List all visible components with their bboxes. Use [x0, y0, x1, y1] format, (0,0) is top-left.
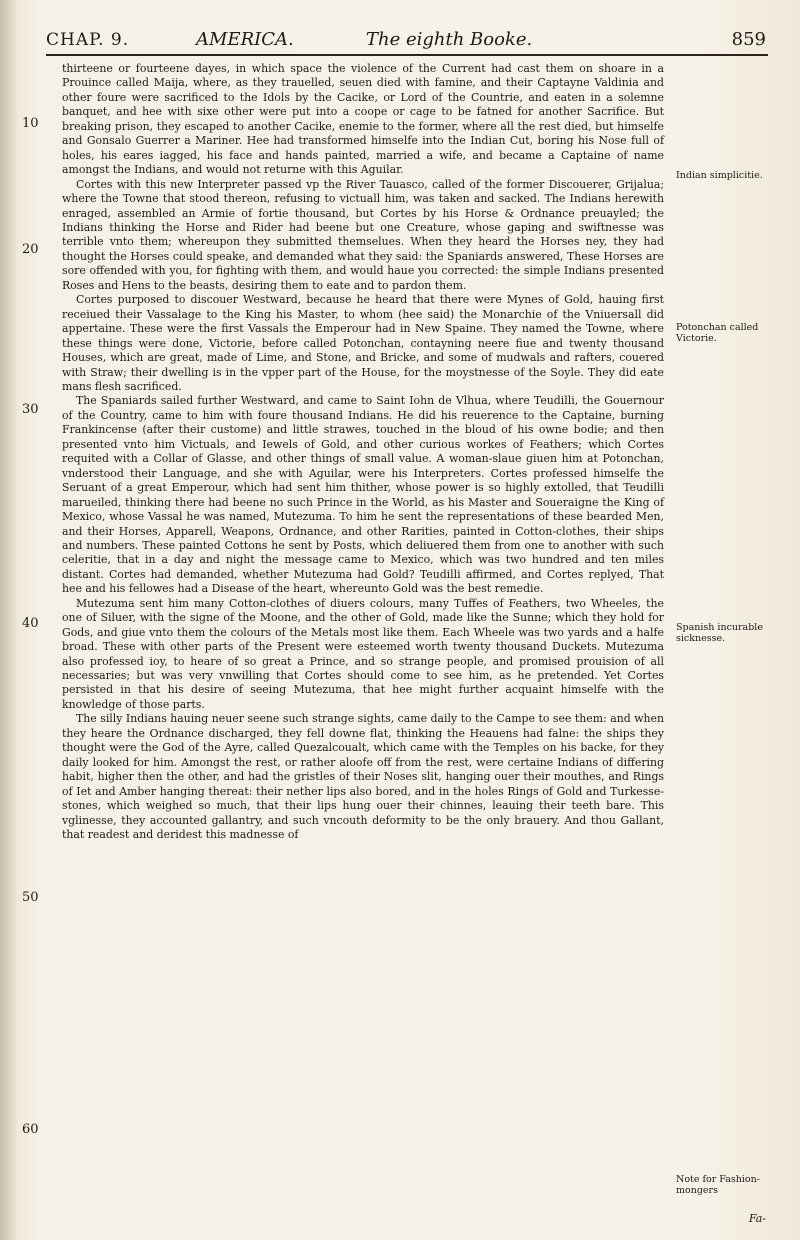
paragraph: The Spaniards sailed further Westward, and came to Saint Iohn de Vlhua, where Teudilli, the Gouernour of the Country, came to him with foure thousand Indians. He did his reuerence to the Captaine, burning Frankincense (after their custome) and little strawes, touched in the bloud of his owne bodie; and then presented vnto him Victuals, and Iewels of Gold, and other curious workes of Feathers; which Cortes requited with a Collar of Glasse, and other things of small value. A woman-slaue giuen him at Potonchan, vnderstood their Language, and she with Aguilar, were his Interpreters. Cortes professed himselfe the Seruant of a great Emperour, which had sent him thither, whose power is so highly extolled, that Teudilli marueiled, thinking there had beene no such Prince in the World, as his Master and Soueraigne the King of Mexico, whose Vassal he was named, Mutezuma. To him he sent the representations of these bearded Men, and their Horses, Apparell, Weapons, Ordnance, and other Rarities, painted in Cotton-clothes, their ships and numbers. These painted Cottons he sent by Posts, which deliuered them from one to another with such celeritie, that in a day and night the message came to Mexico, which was two hundred and ten miles distant. Cortes had demanded, whether Mutezuma had Gold? Teudilli affirmed, and Cortes replyed, That hee and his fellowes had a Disease of the heart, whereunto Gold was the best remedie. — [62, 394, 664, 596]
body-text — [62, 62, 664, 1222]
book-title: The eighth Booke. — [366, 29, 533, 50]
margin-note: Indian simplicitie. — [676, 170, 763, 181]
catchword: Fa- — [748, 1212, 766, 1225]
gutter-shadow — [0, 0, 18, 1240]
line-number: 40 — [22, 616, 39, 631]
margin-note: Spanish incurable sicknesse. — [676, 622, 763, 644]
margin-note: Note for Fashion-mongers — [676, 1174, 760, 1196]
paragraph: The silly Indians hauing neuer seene such strange sights, came daily to the Campe to see them: and when they heare the Ordnance discharged, they fell downe flat, thinking the Heauens had falne: the ships they thought were the God of the Ayre, called Quezalcoualt, which came with the Temples on his backe, for they daily looked for him. Amongst the rest, or rather aloofe off from the rest, were certaine Indians of differing habit, higher then the other, and had the gristles of their Noses slit, hanging ouer their mouthes, and Rings of Iet and Amber hanging thereat: their nether lips also bored, and in the holes Rings of Gold and Turkesse-stones, which weighed so much, that their lips hung ouer their chinnes, leauing their teeth bare. This vglinesse, they accounted gallantry, and such vncouth deformity to be the only brauery. And thou Gallant, that readest and deridest this madnesse of — [62, 712, 664, 842]
line-number: 10 — [22, 116, 39, 131]
page-number: 859 — [731, 29, 766, 50]
line-number: 60 — [22, 1122, 39, 1137]
paragraph: Cortes purposed to discouer Westward, because he heard that there were Mynes of Gold, hauing first receiued their Vassalage to the King his Master, to whom (hee said) the Monarchie of the Vniuersall did appertaine. These were the first Vassals the Emperour had in New Spaine. They named the Towne, where these things were done, Victorie, before called Potonchan, contayning neere fiue and twenty thousand Houses, which are great, made of Lime, and Stone, and Bricke, and some of mudwals and rafters, couered with Straw; their dwelling is in the vpper part of the House, for the moystnesse of the Soyle. They did eate mans flesh sacrificed. — [62, 293, 664, 393]
line-number: 50 — [22, 890, 39, 905]
margin-note: Potonchan called Victorie. — [676, 322, 759, 344]
margin-notes — [676, 0, 788, 1240]
line-number: 20 — [22, 242, 39, 257]
header-rule — [46, 54, 768, 56]
line-numbers — [22, 0, 52, 1240]
paragraph: thirteene or fourteene dayes, in which space the violence of the Current had cast them on shoare in a Prouince called Maija, where, as they trauelled, seuen died with famine, and their Captayne Valdinia and other foure were sacrificed to the Idols by the Cacike, or Lord of the Countrie, and eaten in a solemne banquet, and hee with sixe other were put into a coope or cage to be fatned for another Sacrifice. But breaking prison, they escaped to another Cacike, enemie to the former, where all the rest died, but himselfe and Gonsalo Guerrer a Mariner. Hee had transformed himselfe into the Indian Cut, boring his Nose full of holes, his eares iagged, his face and hands painted, married a wife, and became a Captaine of name amongst the Indians, and would not returne with this Aguilar. — [62, 62, 664, 177]
paragraph: Mutezuma sent him many Cotton-clothes of diuers colours, many Tuffes of Feathers, two Wheeles, the one of Siluer, with the signe of the Moone, and the other of Gold, made like the Sunne; which they hold for Gods, and giue vnto them the colours of the Metals most like them. Each Wheele was two yards and a halfe broad. These with other parts of the Present were esteemed worth twenty thousand Duckets. Mutezuma also professed ioy, to heare of so great a Prince, and so strange people, and promised prouision of all necessaries; but was very vnwilling that Cortes should come to see him, as he pretended. Yet Cortes persisted in that his desire of seeing Mutezuma, that hee might further acquaint himselfe with the knowledge of those parts. — [62, 596, 664, 711]
paragraph: Cortes with this new Interpreter passed vp the River Tauasco, called of the former Discouerer, Grijalua; where the Towne that stood thereon, refusing to victuall him, was taken and sacked. The Indians herewith enraged, assembled an Armie of fortie thousand, but Cortes by his Horse & Ordnance preuayled; the Indians thinking the Horse and Rider had beene but one Creature, whose gaping and swiftnesse was terrible vnto them; whereupon they submitted themselues. When they heard the Horses ney, they had thought the Horses could speake, and demanded what they said: the Spaniards answered, These Horses are sore offended with you, for fighting with them, and would haue you corrected: the simple Indians presented Roses and Hens to the beasts, desiring them to eate and to pardon them. — [62, 177, 664, 292]
running-title: AMERICA. — [196, 29, 294, 50]
chapter-label: CHAP. 9. — [46, 30, 130, 50]
line-number: 30 — [22, 402, 39, 417]
